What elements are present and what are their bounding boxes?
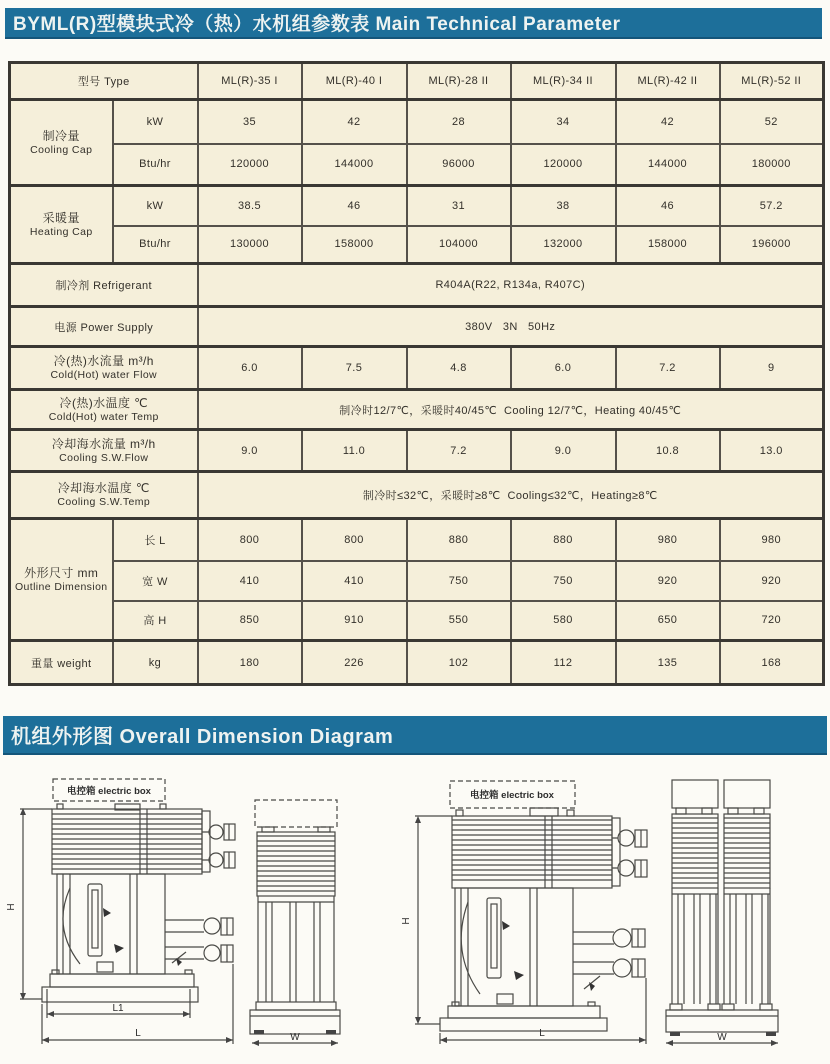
outline-dimension-label-en: Outline Dimension	[14, 580, 108, 593]
row-sw-temp	[10, 472, 824, 519]
row-water-temp	[10, 390, 824, 430]
value-cell: 650	[616, 601, 720, 641]
value-cell: 102	[407, 641, 511, 685]
dim-l1-label: L1	[112, 1003, 124, 1014]
left-side-view	[250, 800, 340, 1046]
unit-cell: kW	[113, 100, 198, 144]
row-dimension-height	[10, 601, 824, 641]
value-cell: 9	[720, 347, 824, 390]
water-temp-label	[10, 390, 198, 430]
unit-cell: Btu/hr	[113, 226, 198, 264]
dim-w-label: W	[290, 1032, 300, 1043]
refrigerant-value: R404A(R22, R134a, R407C)	[198, 264, 824, 307]
value-cell: 38	[511, 186, 616, 226]
value-cell: 35	[198, 100, 302, 144]
dim-w-label: W	[717, 1032, 727, 1043]
unit-cell: 长 L	[113, 519, 198, 561]
unit-cell: 宽 W	[113, 561, 198, 601]
sw-temp-label-cn: 冷却海水温度 ℃	[57, 481, 150, 495]
value-cell: 144000	[616, 144, 720, 186]
model-header-cell: ML(R)-52 II	[720, 63, 824, 100]
water-flow-label-cn: 冷(热)水流量 m³/h	[53, 354, 154, 368]
value-cell: 42	[616, 100, 720, 144]
row-heating-btu	[10, 226, 824, 264]
value-cell: 112	[511, 641, 616, 685]
value-cell: 104000	[407, 226, 511, 264]
model-header-cell: ML(R)-40 I	[302, 63, 407, 100]
value-cell: 180000	[720, 144, 824, 186]
value-cell: 920	[616, 561, 720, 601]
value-cell: 38.5	[198, 186, 302, 226]
technical-parameter-table	[8, 61, 825, 686]
cooling-cap-label-cn: 制冷量	[42, 128, 80, 143]
water-flow-label	[10, 347, 198, 390]
value-cell: 144000	[302, 144, 407, 186]
value-cell: 6.0	[511, 347, 616, 390]
dimension-diagrams	[0, 766, 830, 1064]
water-temp-value: 制冷时12/7℃，采暖时40/45℃ Cooling 12/7℃，Heating 40/45℃	[198, 390, 824, 430]
row-dimension-width	[10, 561, 824, 601]
outline-dimension-label-cn: 外形尺寸 mm	[24, 565, 99, 580]
value-cell: 4.8	[407, 347, 511, 390]
row-cooling-btu	[10, 144, 824, 186]
value-cell: 7.2	[407, 430, 511, 472]
sw-temp-value: 制冷时≤32℃，采暖时≥8℃ Cooling≤32℃，Heating≥8℃	[198, 472, 824, 519]
value-cell: 9.0	[511, 430, 616, 472]
value-cell: 158000	[302, 226, 407, 264]
value-cell: 980	[720, 519, 824, 561]
unit-cell: kg	[113, 641, 198, 685]
value-cell: 7.2	[616, 347, 720, 390]
value-cell: 7.5	[302, 347, 407, 390]
value-cell: 226	[302, 641, 407, 685]
value-cell: 10.8	[616, 430, 720, 472]
row-water-flow	[10, 347, 824, 390]
model-header-cell: ML(R)-28 II	[407, 63, 511, 100]
sw-temp-label	[10, 472, 198, 519]
value-cell: 880	[407, 519, 511, 561]
value-cell: 158000	[616, 226, 720, 264]
row-weight	[10, 641, 824, 685]
value-cell: 410	[198, 561, 302, 601]
dim-h-label: H	[6, 903, 17, 911]
value-cell: 132000	[511, 226, 616, 264]
dim-h-label: H	[401, 917, 412, 925]
value-cell: 42	[302, 100, 407, 144]
heating-cap-label	[10, 186, 113, 264]
diagram-title-bar	[3, 716, 827, 755]
water-flow-label-en: Cold(Hot) water Flow	[50, 369, 158, 381]
dim-l-label: L	[135, 1028, 141, 1039]
model-header-cell: ML(R)-42 II	[616, 63, 720, 100]
row-heating-kw	[10, 186, 824, 226]
electric-box-label: 电控箱 electric box	[470, 790, 554, 801]
value-cell: 550	[407, 601, 511, 641]
refrigerant-label: 制冷剂 Refrigerant	[10, 264, 198, 307]
value-cell: 28	[407, 100, 511, 144]
main-title: BYML(R)型模块式冷（热）水机组参数表 Main Technical Parameter	[13, 14, 621, 35]
value-cell: 120000	[198, 144, 302, 186]
value-cell: 13.0	[720, 430, 824, 472]
model-header-cell: ML(R)-34 II	[511, 63, 616, 100]
row-dimension-length	[10, 519, 824, 561]
type-header-cell: 型号 Type	[10, 63, 198, 100]
unit-cell: Btu/hr	[113, 144, 198, 186]
right-front-view	[401, 781, 647, 1044]
table-header-row	[10, 63, 824, 100]
water-temp-label-cn: 冷(热)水温度 ℃	[59, 395, 148, 410]
heating-cap-label-en: Heating Cap	[29, 225, 93, 238]
value-cell: 96000	[407, 144, 511, 186]
value-cell: 920	[720, 561, 824, 601]
row-refrigerant	[10, 264, 824, 307]
sw-flow-label	[10, 430, 198, 472]
value-cell: 34	[511, 100, 616, 144]
value-cell: 9.0	[198, 430, 302, 472]
value-cell: 135	[616, 641, 720, 685]
cooling-cap-label	[10, 100, 113, 186]
right-side-view	[666, 780, 778, 1046]
value-cell: 180	[198, 641, 302, 685]
value-cell: 196000	[720, 226, 824, 264]
model-header-cell: ML(R)-35 I	[198, 63, 302, 100]
value-cell: 46	[302, 186, 407, 226]
value-cell: 880	[511, 519, 616, 561]
value-cell: 910	[302, 601, 407, 641]
value-cell: 580	[511, 601, 616, 641]
left-front-view	[6, 779, 235, 1044]
sw-flow-label-en: Cooling S.W.Flow	[59, 451, 149, 464]
value-cell: 750	[407, 561, 511, 601]
value-cell: 410	[302, 561, 407, 601]
outline-dimension-label	[10, 519, 113, 641]
value-cell: 980	[616, 519, 720, 561]
electric-box-label: 电控箱 electric box	[67, 786, 151, 797]
weight-label: 重量 weight	[10, 641, 113, 685]
unit-cell: kW	[113, 186, 198, 226]
value-cell: 750	[511, 561, 616, 601]
sw-flow-label-cn: 冷却海水流量 m³/h	[51, 436, 156, 451]
value-cell: 168	[720, 641, 824, 685]
cooling-cap-label-en: Cooling Cap	[30, 143, 93, 156]
main-title-bar	[5, 8, 822, 39]
value-cell: 800	[302, 519, 407, 561]
dim-l-label: L	[539, 1028, 545, 1039]
value-cell: 800	[198, 519, 302, 561]
value-cell: 46	[616, 186, 720, 226]
value-cell: 11.0	[302, 430, 407, 472]
row-power-supply	[10, 307, 824, 347]
row-cooling-kw	[10, 100, 824, 144]
value-cell: 57.2	[720, 186, 824, 226]
diagram-title: 机组外形图 Overall Dimension Diagram	[11, 726, 394, 748]
value-cell: 31	[407, 186, 511, 226]
value-cell: 720	[720, 601, 824, 641]
row-sw-flow	[10, 430, 824, 472]
value-cell: 6.0	[198, 347, 302, 390]
sw-temp-label-en: Cooling S.W.Temp	[57, 496, 151, 508]
value-cell: 130000	[198, 226, 302, 264]
power-supply-label: 电源 Power Supply	[10, 307, 198, 347]
value-cell: 850	[198, 601, 302, 641]
value-cell: 52	[720, 100, 824, 144]
unit-cell: 高 H	[113, 601, 198, 641]
value-cell: 120000	[511, 144, 616, 186]
heating-cap-label-cn: 采暖量	[42, 210, 80, 225]
water-temp-label-en: Cold(Hot) water Temp	[48, 410, 159, 423]
power-supply-value: 380V 3N 50Hz	[198, 307, 824, 347]
